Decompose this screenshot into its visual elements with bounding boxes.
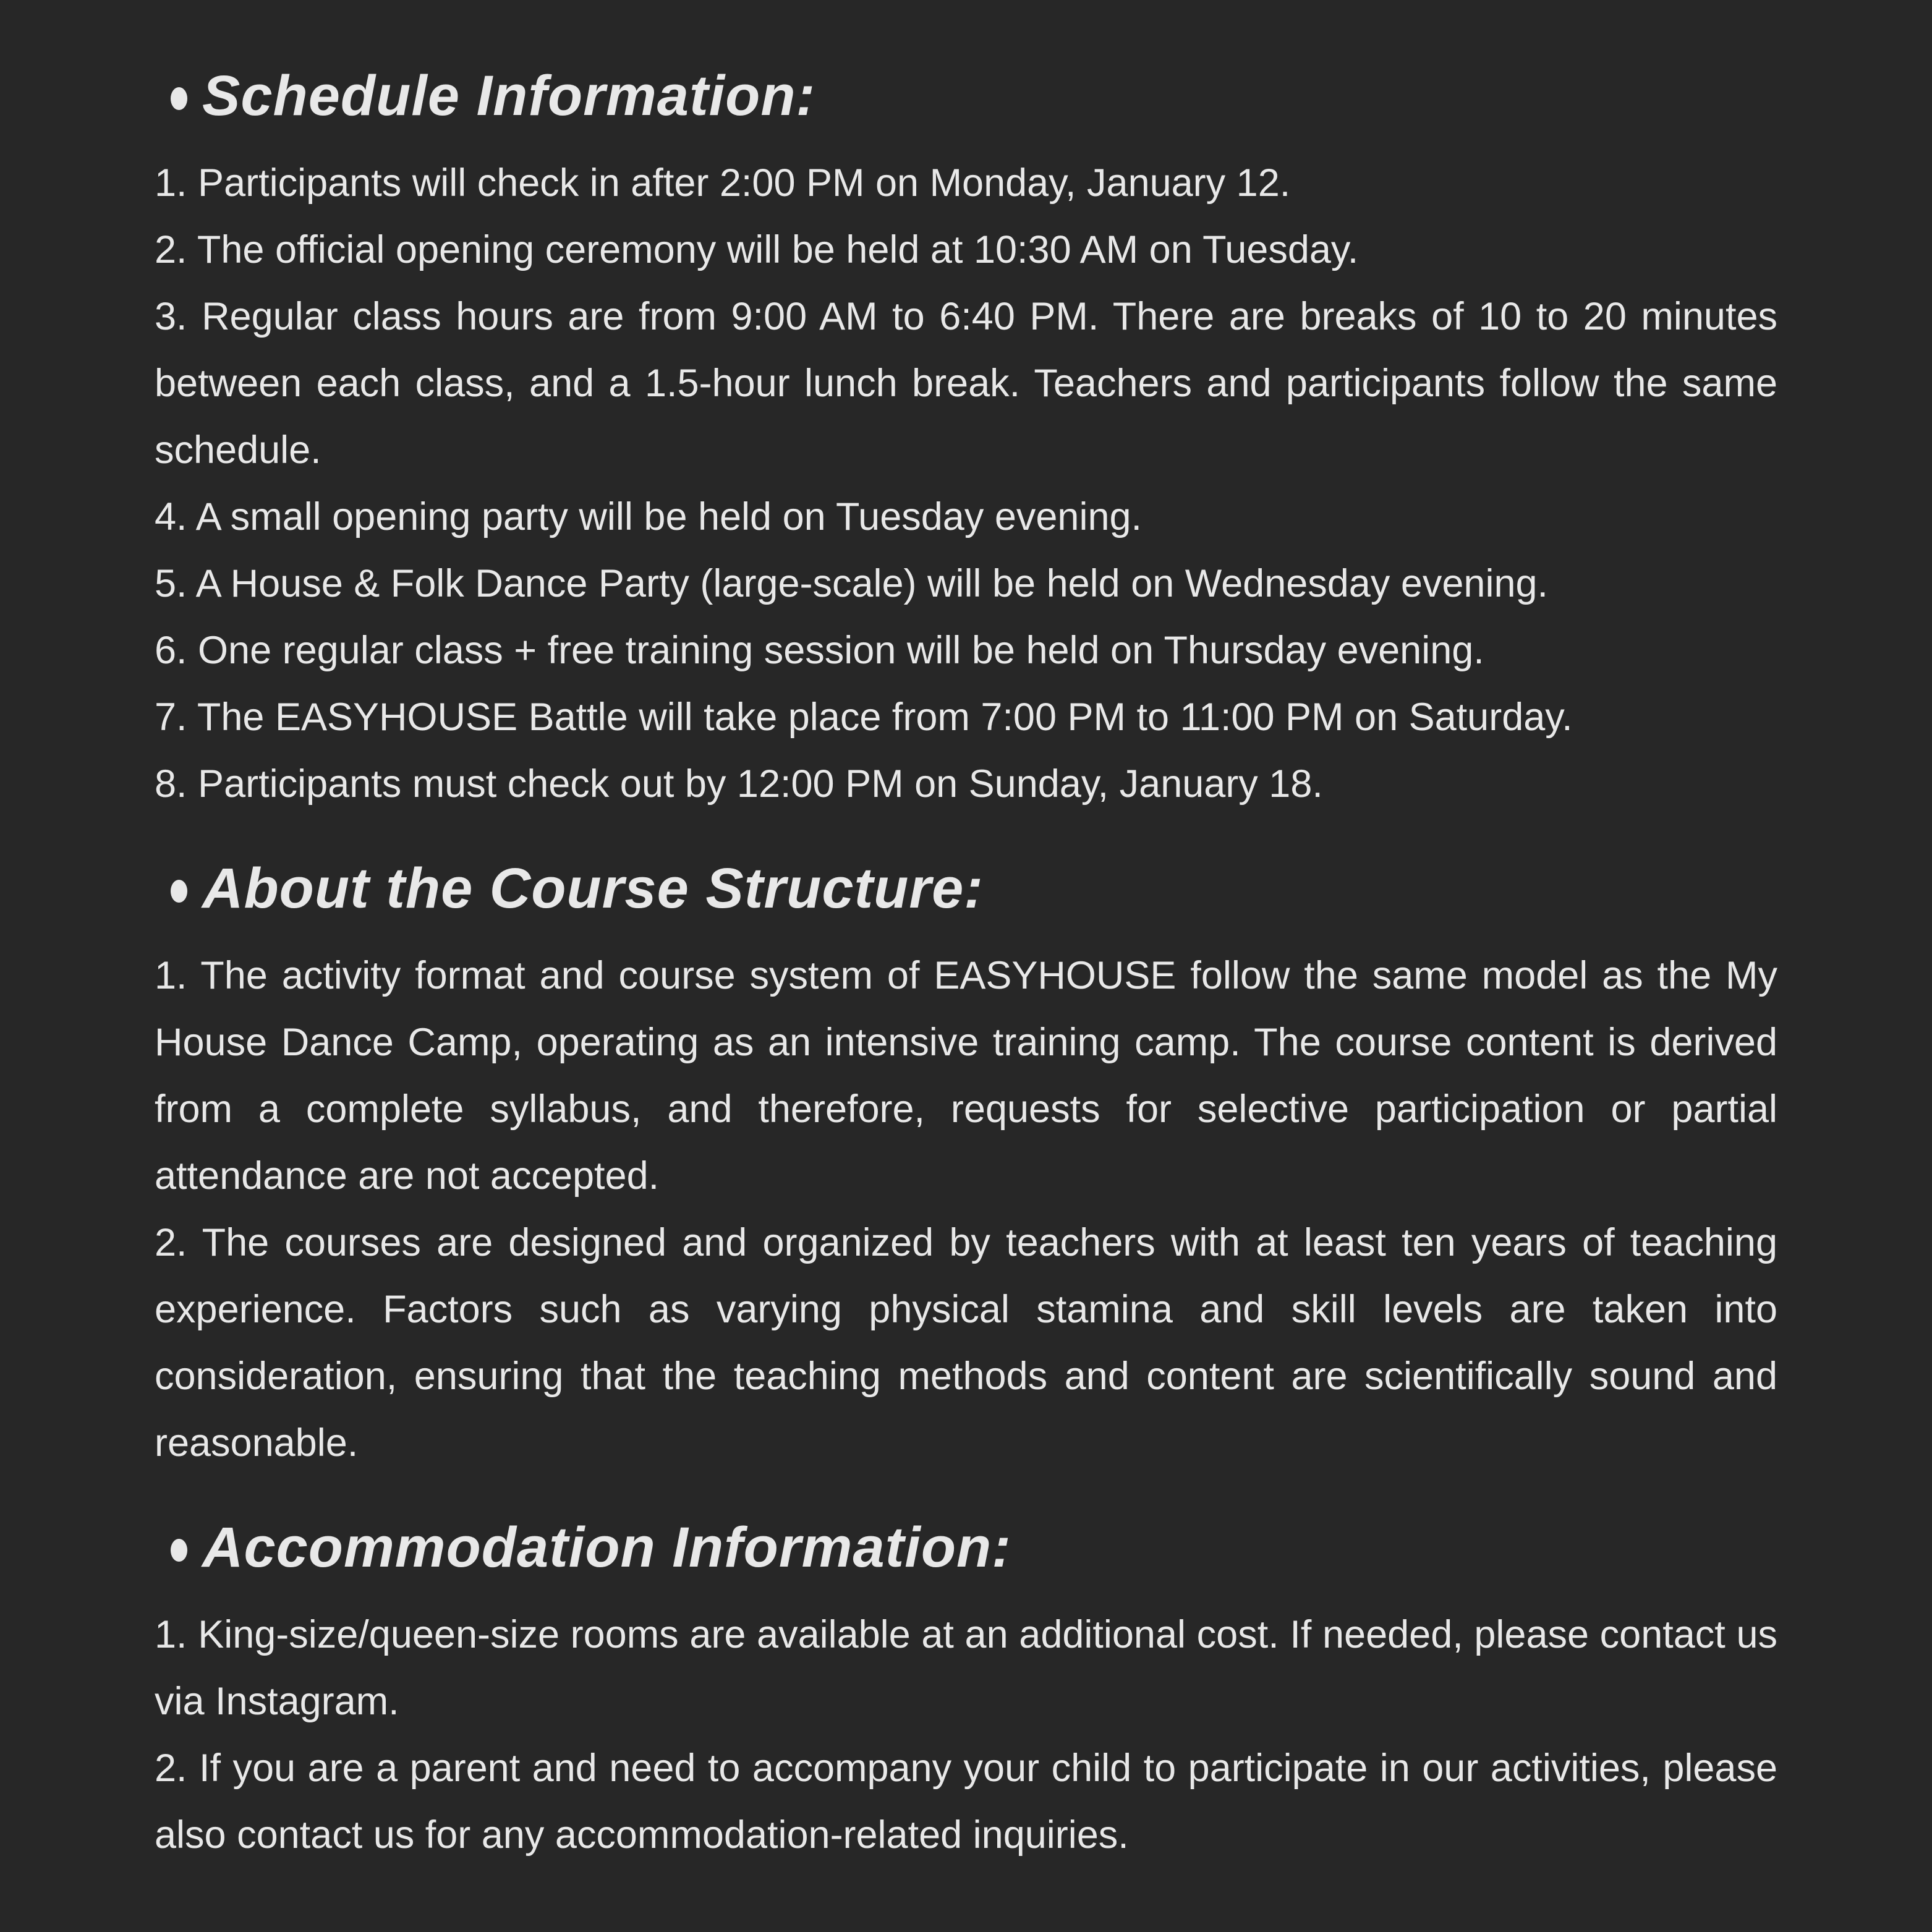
section-heading [155,842,1777,935]
accommodation-item-1: 1. King-size/queen-size rooms are available at an additional cost. If needed, please contact us via Instagram. [155,1613,1777,1723]
schedule-item-3: 3. Regular class hours are from 9:00 AM to 6:40 PM. There are breaks of 10 to 20 minutes between each class, and a 1.5-hour lunch break. Teachers and participants follow the same schedule. [155,295,1777,472]
section-heading [155,1501,1777,1594]
section-schedule-information [155,49,1777,817]
schedule-item-4: 4. A small opening party will be held on Tuesday evening. [155,495,1143,538]
schedule-item-2: 2. The official opening ceremony will be held at 10:30 AM on Tuesday. [155,228,1359,271]
bullet-icon [171,880,187,903]
schedule-item-5: 5. A House & Folk Dance Party (large-scale) will be held on Wednesday evening. [155,562,1549,605]
schedule-item-6: 6. One regular class + free training session will be held on Thursday evening. [155,629,1484,672]
section-heading-label: Schedule Information: [202,64,816,127]
section-course-structure [155,842,1777,1476]
section-accommodation-information [155,1501,1777,1868]
schedule-item-7: 7. The EASYHOUSE Battle will take place from 7:00 PM to 11:00 PM on Saturday. [155,696,1573,739]
section-heading-label: About the Course Structure: [202,857,984,920]
accommodation-item-2: 2. If you are a parent and need to accompany your child to participate in our activities, please also contact us for any accommodation-related inquiries. [155,1747,1777,1857]
schedule-item-1: 1. Participants will check in after 2:00 PM on Monday, January 12. [155,161,1291,205]
course-structure-item-2: 2. The courses are designed and organized by teachers with at least ten years of teaching experience. Factors such as varying physical stamina and skill levels are taken into consideration, ensuring that the teaching methods and content are scientifically sound and reasonable. [155,1221,1777,1465]
bullet-icon [171,87,187,110]
section-heading [155,49,1777,142]
section-heading-label: Accommodation Information: [202,1516,1011,1579]
schedule-item-8: 8. Participants must check out by 12:00 PM on Sunday, January 18. [155,762,1323,806]
course-structure-item-1: 1. The activity format and course system of EASYHOUSE follow the same model as the My House Dance Camp, operating as an intensive training camp. The course content is derived from a complete syllabus, and therefore, requests for selective participation or partial attendance are not accepted. [155,954,1777,1198]
bullet-icon [171,1539,187,1562]
